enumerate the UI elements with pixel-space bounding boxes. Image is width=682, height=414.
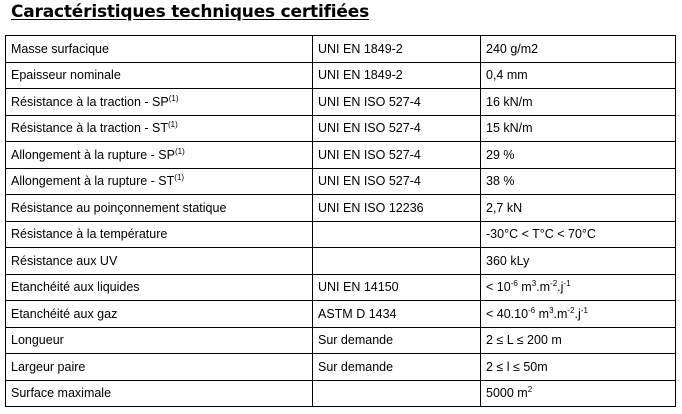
- property-label: Surface maximale: [11, 386, 112, 401]
- value-exponent: 2: [527, 385, 533, 395]
- standard-label: UNI EN 14150: [318, 280, 399, 295]
- value-exponent: -1: [563, 279, 571, 289]
- value-cell: [481, 62, 676, 89]
- property-cell: [6, 168, 313, 195]
- property-label: Epaisseur nominale: [11, 68, 121, 83]
- property-label: Allongement à la rupture - ST: [11, 174, 175, 189]
- value-cell: [481, 142, 676, 169]
- property-label: Longueur: [11, 333, 64, 348]
- standard-label: UNI EN 1849-2: [318, 41, 403, 56]
- specifications-table: [5, 35, 676, 407]
- property-cell: [6, 115, 313, 142]
- table-row: [6, 115, 676, 142]
- value-text: m: [535, 306, 550, 321]
- property-label: Résistance à la température: [11, 227, 168, 242]
- property-cell: [6, 62, 313, 89]
- table-row: [6, 380, 676, 407]
- property-cell: [6, 142, 313, 169]
- value-text: 2 ≤ l ≤ 50m: [486, 359, 548, 374]
- value-text: < 40.10: [486, 306, 529, 321]
- table-row: [6, 274, 676, 301]
- standard-cell: [313, 36, 481, 63]
- value-text: .m: [553, 306, 568, 321]
- value-text: m: [517, 280, 532, 295]
- value-cell: [481, 89, 676, 116]
- standard-label: UNI EN ISO 527-4: [318, 147, 421, 162]
- standard-cell: [313, 115, 481, 142]
- standard-cell: [313, 62, 481, 89]
- value-exponent: -6: [528, 305, 536, 315]
- standard-cell: [313, 327, 481, 354]
- table-row: [6, 89, 676, 116]
- table-row: [6, 221, 676, 248]
- footnote-marker: (1): [174, 173, 185, 183]
- table-row: [6, 327, 676, 354]
- property-label: Résistance aux UV: [11, 253, 118, 268]
- value-cell: [481, 195, 676, 222]
- property-cell: [6, 274, 313, 301]
- property-cell: [6, 248, 313, 275]
- property-label: Résistance au poinçonnement statique: [11, 200, 227, 215]
- property-label: Résistance à la traction - ST: [11, 121, 169, 136]
- value-cell: [481, 274, 676, 301]
- value-cell: [481, 354, 676, 381]
- standard-cell: [313, 168, 481, 195]
- standard-label: UNI EN ISO 12236: [318, 200, 424, 215]
- value-text: .j: [557, 280, 564, 295]
- value-exponent: 3: [549, 305, 554, 315]
- standard-label: ASTM D 1434: [318, 306, 397, 321]
- table-row: [6, 301, 676, 328]
- property-label: Masse surfacique: [11, 41, 109, 56]
- value-text: .m: [536, 280, 551, 295]
- property-cell: [6, 89, 313, 116]
- value-text: 240 g/m2: [486, 41, 539, 56]
- standard-label: UNI EN ISO 527-4: [318, 94, 421, 109]
- value-text: 2,7 kN: [486, 200, 523, 215]
- value-cell: [481, 36, 676, 63]
- footnote-marker: (1): [174, 146, 185, 156]
- property-label: Etanchéité aux liquides: [11, 280, 140, 295]
- value-text: < 10: [486, 280, 511, 295]
- value-text: 16 kN/m: [486, 94, 533, 109]
- value-cell: [481, 301, 676, 328]
- property-label: Etanchéité aux gaz: [11, 306, 118, 321]
- standard-cell: [313, 195, 481, 222]
- value-text: 2 ≤ L ≤ 200 m: [486, 333, 562, 348]
- page-title: Caractéristiques techniques certifiées: [11, 2, 370, 22]
- value-cell: [481, 380, 676, 407]
- standard-cell: [313, 142, 481, 169]
- standard-cell: [313, 301, 481, 328]
- value-exponent: -1: [580, 305, 588, 315]
- standard-cell: [313, 380, 481, 407]
- property-cell: [6, 301, 313, 328]
- table-row: [6, 248, 676, 275]
- property-cell: [6, 195, 313, 222]
- table-row: [6, 195, 676, 222]
- property-label: Largeur paire: [11, 359, 86, 374]
- value-cell: [481, 221, 676, 248]
- property-label: Allongement à la rupture - SP: [11, 147, 175, 162]
- value-cell: [481, 168, 676, 195]
- property-cell: [6, 380, 313, 407]
- standard-label: UNI EN ISO 527-4: [318, 121, 421, 136]
- standard-label: Sur demande: [318, 333, 394, 348]
- standard-cell: [313, 221, 481, 248]
- value-cell: [481, 248, 676, 275]
- value-text: 15 kN/m: [486, 121, 533, 136]
- standard-cell: [313, 248, 481, 275]
- table-row: [6, 62, 676, 89]
- value-text: 5000 m: [486, 386, 528, 401]
- property-cell: [6, 327, 313, 354]
- table-row: [6, 142, 676, 169]
- footnote-marker: (1): [168, 93, 179, 103]
- table-row: [6, 168, 676, 195]
- value-text: 38 %: [486, 174, 515, 189]
- table-row: [6, 36, 676, 63]
- value-exponent: -2: [567, 305, 575, 315]
- value-exponent: -6: [510, 279, 518, 289]
- value-text: 360 kLy: [486, 253, 530, 268]
- footnote-marker: (1): [168, 120, 178, 130]
- standard-cell: [313, 89, 481, 116]
- property-label: Résistance à la traction - SP: [11, 94, 169, 109]
- standard-label: Sur demande: [318, 359, 394, 374]
- standard-cell: [313, 354, 481, 381]
- value-cell: [481, 115, 676, 142]
- value-cell: [481, 327, 676, 354]
- standard-label: UNI EN ISO 527-4: [318, 174, 421, 189]
- value-text: -30°C < T°C < 70°C: [486, 227, 596, 242]
- standard-cell: [313, 274, 481, 301]
- value-exponent: -2: [550, 279, 558, 289]
- specifications-table-body: [6, 36, 676, 407]
- property-cell: [6, 36, 313, 63]
- value-text: 29 %: [486, 147, 515, 162]
- standard-label: UNI EN 1849-2: [318, 68, 403, 83]
- property-cell: [6, 354, 313, 381]
- value-exponent: 3: [531, 279, 537, 289]
- value-text: .j: [574, 306, 581, 321]
- value-text: 0,4 mm: [486, 68, 528, 83]
- table-row: [6, 354, 676, 381]
- property-cell: [6, 221, 313, 248]
